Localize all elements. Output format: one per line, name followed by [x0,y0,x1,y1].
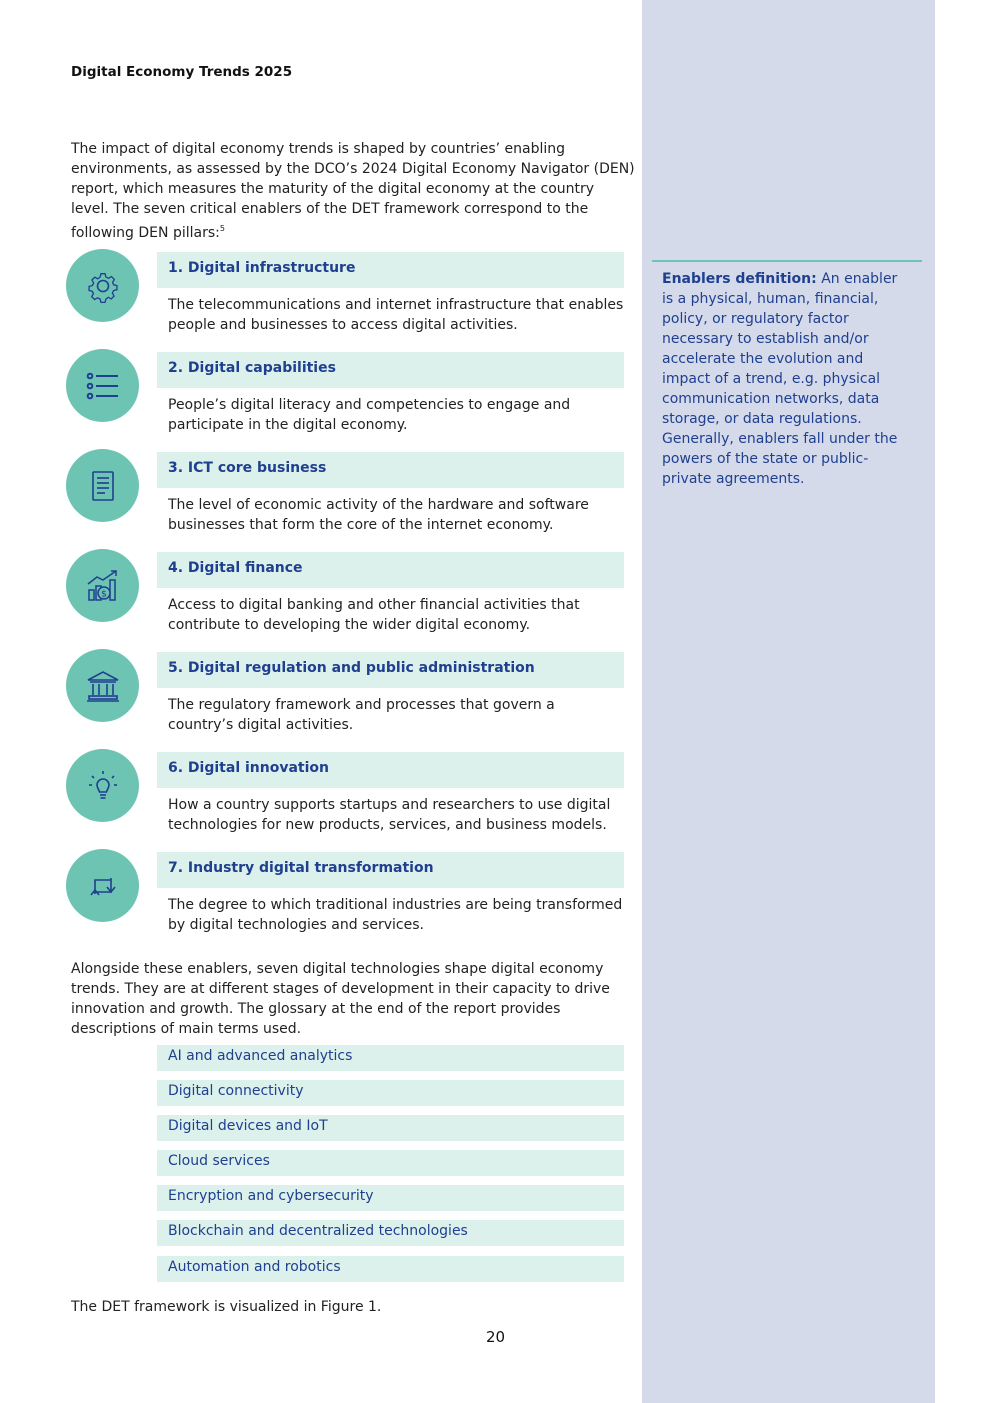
enabler-title: 3. ICT core business [168,460,327,476]
technology-label: Cloud services [168,1153,270,1169]
enabler-title: 6. Digital innovation [168,760,329,776]
enabler-icon-circle [66,249,139,322]
page-number: 20 [486,1328,506,1346]
technology-item [157,1115,624,1141]
enabler-description: How a country supports startups and researchers to use digital technologies for new products, services, and business models. [168,797,611,833]
enabler-title-bar [157,552,624,588]
enabler-description: People’s digital literacy and competencies to engage and participate in the digital economy. [168,397,571,433]
enabler-item [66,449,626,549]
page-header-title: Digital Economy Trends 2025 [71,64,293,80]
enablers-definition-box [662,269,912,489]
enabler-description: Access to digital banking and other financial activities that contribute to developing the wider digital economy. [168,597,580,633]
government-building-icon [83,666,123,706]
intro-paragraph [71,139,636,243]
enabler-title: 5. Digital regulation and public administration [168,660,535,676]
list-icon [83,366,123,406]
enabler-description: The regulatory framework and processes that govern a country’s digital activities. [168,697,555,733]
technology-label: Digital connectivity [168,1083,304,1099]
intro-text: The impact of digital economy trends is shaped by countries’ enabling environments, as assessed by the DCO’s 2024 Digital Economy Navigator (DEN) report, which measures the maturity of the digital economy at the country level. The seven critical enablers of the DET framework correspond to the following DEN pillars: [71,141,635,241]
gear-icon [83,266,123,306]
aside-body: An enabler is a physical, human, financial, policy, or regulatory factor necessary to establish and/or accelerate the evolution and impact of a trend, e.g. physical communication networks, data storage, or data regulations. Generally, enablers fall under the powers of the state or public-private agreements. [662,271,898,487]
enabler-title-bar [157,752,624,788]
enabler-title: 4. Digital finance [168,560,303,576]
technology-label: Automation and robotics [168,1259,341,1275]
enabler-icon-circle [66,649,139,722]
enabler-icon-circle [66,449,139,522]
enabler-title-bar [157,352,624,388]
outro-paragraph: Alongside these enablers, seven digital technologies shape digital economy trends. They are at different stages of development in their capacity to drive innovation and growth. The glossary at the end of the report provides descriptions of main terms used. [71,961,610,1037]
enabler-title-bar [157,652,624,688]
document-icon [83,466,123,506]
enabler-icon-circle [66,549,139,622]
enabler-item [66,249,626,349]
enabler-description: The level of economic activity of the hardware and software businesses that form the core of the internet economy. [168,497,589,533]
enabler-item [66,749,626,849]
finance-chart-icon [83,566,123,606]
aside-label: Enablers definition: [662,271,817,287]
technology-label: Blockchain and decentralized technologies [168,1223,468,1239]
lightbulb-icon [83,766,123,806]
footnote-marker: 5 [219,224,225,233]
technology-item [157,1045,624,1071]
enabler-item [66,649,626,749]
technology-item [157,1256,624,1282]
closing-paragraph: The DET framework is visualized in Figure 1. [71,1299,382,1315]
enabler-item [66,349,626,449]
transform-arrows-icon [83,866,123,906]
enabler-title-bar [157,452,624,488]
technology-label: Digital devices and IoT [168,1118,328,1134]
enabler-icon-circle [66,749,139,822]
enabler-icon-circle [66,349,139,422]
enabler-item [66,849,626,949]
technology-label: Encryption and cybersecurity [168,1188,374,1204]
technology-label: AI and advanced analytics [168,1048,353,1064]
technology-item [157,1220,624,1246]
enabler-title: 1. Digital infrastructure [168,260,356,276]
enabler-description: The degree to which traditional industries are being transformed by digital technologies and services. [168,897,623,933]
technology-item [157,1080,624,1106]
enabler-description: The telecommunications and internet infrastructure that enables people and businesses to access digital activities. [168,297,624,333]
technology-item [157,1150,624,1176]
enabler-title-bar [157,252,624,288]
enabler-item [66,549,626,649]
enabler-title: 2. Digital capabilities [168,360,336,376]
enabler-title-bar [157,852,624,888]
technology-item [157,1185,624,1211]
enabler-icon-circle [66,849,139,922]
svg-text:$: $ [100,589,107,599]
aside-divider [652,260,922,262]
enabler-title: 7. Industry digital transformation [168,860,434,876]
sidebar-panel [642,0,935,1403]
